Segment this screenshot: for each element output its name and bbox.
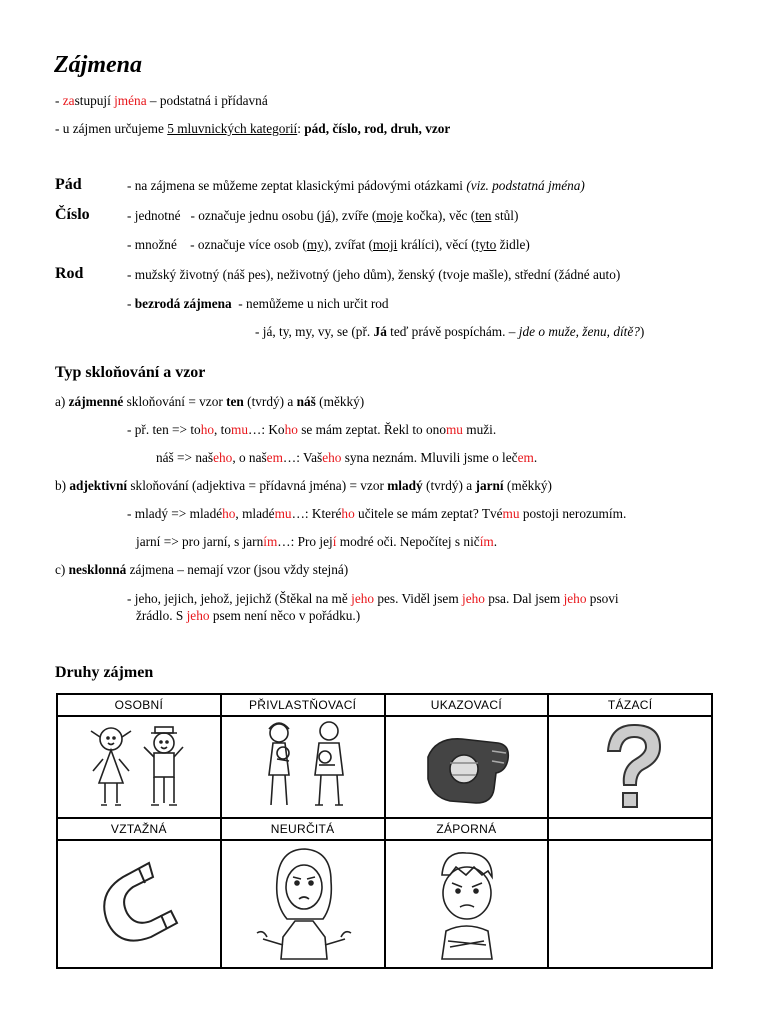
cell-image-neurcita <box>221 840 385 968</box>
cell-image-tazaci <box>548 716 712 818</box>
rod-line-3: - já, ty, my, vy, se (př. Já teď právě pospíchám. – jde o muže, ženu, dítě?) <box>255 324 645 339</box>
label-rod: Rod <box>55 265 84 282</box>
typ-b-example-2: jarní => pro jarní, s jarním…: Pro její modré oči. Nepočítej s ničím. <box>136 534 498 549</box>
cislo-singular: - jednotné - označuje jednu osobu (já), zvíře (moje kočka), věc (ten stůl) <box>127 208 519 223</box>
label-pad: Pád <box>55 176 82 193</box>
cell-image-empty <box>548 840 712 968</box>
typ-c-example-1: - jeho, jejich, jehož, jejichž (Štěkal na mě jeho pes. Viděl jsem jeho psa. Dal jsem jeho psovi <box>127 591 619 606</box>
typ-b-example-1: - mladý => mladého, mladému…: Kterého učitele se mám zeptat? Tvému postoji nerozumím. <box>127 506 627 521</box>
pronoun-types-table <box>56 693 713 969</box>
cell-header-neurcita: NEURČITÁ <box>221 818 385 840</box>
typ-a-example-1: - př. ten => toho, tomu…: Koho se mám zeptat. Řekl to onomu muži. <box>127 422 497 437</box>
angry-boy-icon <box>406 841 526 961</box>
cell-header-empty <box>548 818 712 840</box>
family-icon <box>243 717 363 813</box>
typ-b: b) adjektivní skloňování (adjektiva = přídavná jména) = vzor mladý (tvrdý) a jarní (měkký) <box>55 478 552 493</box>
heading-druhy: Druhy zájmen <box>55 664 154 681</box>
cell-header-vztazna: VZTAŽNÁ <box>57 818 221 840</box>
cell-image-vztazna <box>57 840 221 968</box>
cell-header-privlastnovaci: PŘIVLASTŇOVACÍ <box>221 694 385 716</box>
label-cislo: Číslo <box>55 206 90 223</box>
intro-line-1: - zastupují jména – podstatná i přídavná <box>55 93 268 108</box>
cell-image-ukazovaci <box>385 716 549 818</box>
confused-woman-icon <box>243 841 363 961</box>
typ-a-example-2: náš => našeho, o našem…: Vašeho syna neznám. Mluvili jsme o lečem. <box>156 450 538 465</box>
typ-a: a) zájmenné skloňování = vzor ten (tvrdý) a náš (měkký) <box>55 394 365 409</box>
typ-c-example-2: žrádlo. S jeho psem není něco v pořádku.) <box>136 608 361 623</box>
question-mark-icon <box>570 717 690 813</box>
intro-line-2: - u zájmen určujeme 5 mluvnických kategorií: pád, číslo, rod, druh, vzor <box>55 121 451 136</box>
pointing-hand-icon <box>406 717 526 813</box>
children-icon <box>79 717 199 813</box>
cell-header-osobni: OSOBNÍ <box>57 694 221 716</box>
cell-header-zaporna: ZÁPORNÁ <box>385 818 549 840</box>
cell-image-privlastnovaci <box>221 716 385 818</box>
magnet-icon <box>79 841 199 961</box>
typ-c: c) nesklonná zájmena – nemají vzor (jsou vždy stejná) <box>55 562 349 577</box>
page-title: Zájmena <box>54 52 142 78</box>
cislo-plural: - množné - označuje více osob (my), zvířat (moji králíci), věcí (tyto židle) <box>127 237 530 252</box>
rod-line-2: - bezrodá zájmena - nemůžeme u nich určit rod <box>127 296 389 311</box>
cell-image-osobni <box>57 716 221 818</box>
rod-line-1: - mužský životný (náš pes), neživotný (jeho dům), ženský (tvoje mašle), střední (žádné auto) <box>127 267 621 282</box>
heading-typ: Typ skloňování a vzor <box>55 364 206 381</box>
cell-image-zaporna <box>385 840 549 968</box>
cell-header-tazaci: TÁZACÍ <box>548 694 712 716</box>
pad-text: - na zájmena se můžeme zeptat klasickými pádovými otázkami (viz. podstatná jména) <box>127 178 585 193</box>
cell-header-ukazovaci: UKAZOVACÍ <box>385 694 549 716</box>
